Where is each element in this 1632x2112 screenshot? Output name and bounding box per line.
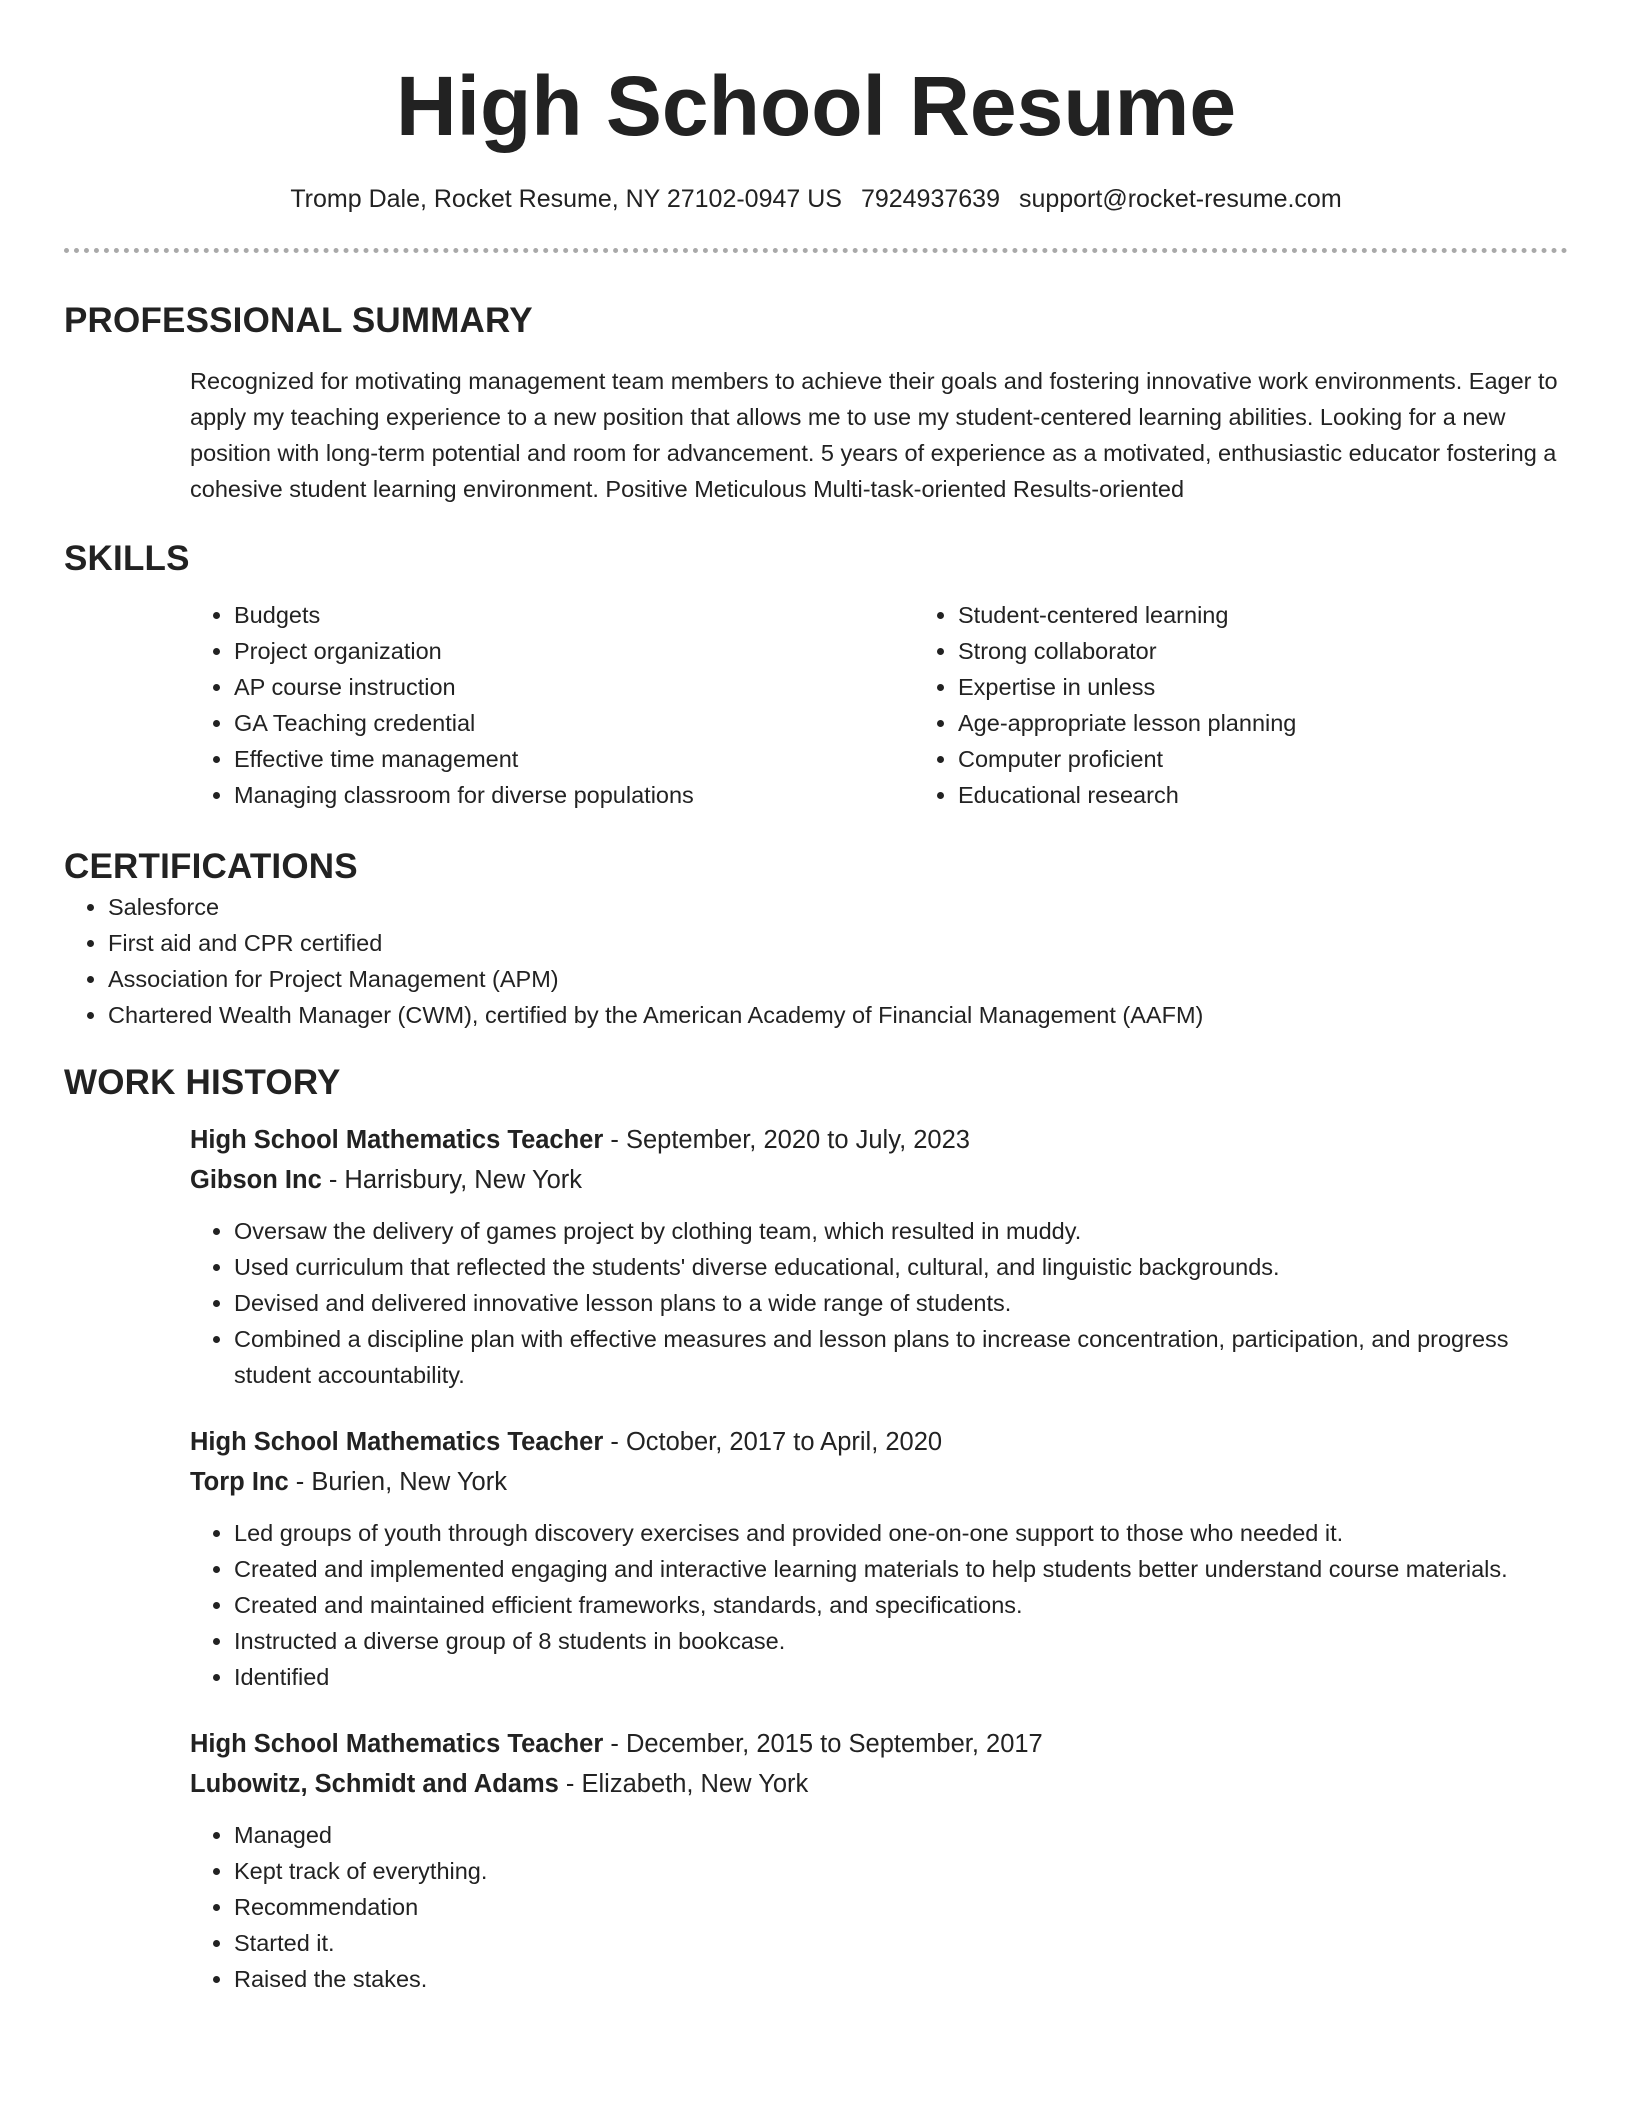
skill-item: • Managing classroom for diverse populations — [234, 777, 914, 813]
skills-section — [64, 537, 1568, 813]
job-title-line — [190, 1121, 1568, 1159]
skill-item: • Student-centered learning — [958, 597, 1632, 633]
contact-email[interactable]: support@rocket-resume.com — [1018, 185, 1342, 213]
job-company-line — [190, 1463, 1568, 1501]
skill-item: • Educational research — [958, 777, 1632, 813]
skills-columns — [190, 597, 1568, 813]
skill-item: • Strong collaborator — [958, 633, 1632, 669]
certification-item: • First aid and CPR certified — [108, 925, 1568, 961]
job-location: - Harrisbury, New York — [321, 1166, 583, 1194]
job-bullet: • Led groups of youth through discovery exercises and provided one-on-one support to those who needed it. — [234, 1515, 1568, 1551]
job-entry — [190, 1725, 1568, 1997]
job-bullet: • Started it. — [234, 1925, 1568, 1961]
job-bullet: • Instructed a diverse group of 8 students in bookcase. — [234, 1623, 1568, 1659]
job-dates: - October, 2017 to April, 2020 — [603, 1428, 943, 1456]
job-bullet: • Kept track of everything. — [234, 1853, 1568, 1889]
skill-item: • Budgets — [234, 597, 914, 633]
summary-heading: PROFESSIONAL SUMMARY — [64, 301, 533, 340]
job-bullet: • Identified — [234, 1659, 1568, 1695]
job-entry — [190, 1121, 1568, 1393]
job-company: Torp Inc — [190, 1468, 289, 1496]
job-title: High School Mathematics Teacher — [190, 1730, 604, 1758]
summary-section — [64, 299, 1568, 507]
skill-item: • Effective time management — [234, 741, 914, 777]
job-bullet: • Created and maintained efficient frameworks, standards, and specifications. — [234, 1587, 1568, 1623]
contact-line — [64, 182, 1568, 216]
job-title-line — [190, 1423, 1568, 1461]
skill-item: • Expertise in unless — [958, 669, 1632, 705]
job-bullet: • Devised and delivered innovative lesson plans to a wide range of students. — [234, 1285, 1568, 1321]
job-bullet: • Used curriculum that reflected the students' diverse educational, cultural, and linguistic backgrounds. — [234, 1249, 1568, 1285]
job-bullets — [190, 1515, 1568, 1695]
resume-title: High School Resume — [395, 59, 1237, 153]
certification-item: • Salesforce — [108, 889, 1568, 925]
certifications-section — [64, 845, 1568, 1033]
skills-list-left — [190, 597, 914, 813]
job-bullet: • Created and implemented engaging and interactive learning materials to help students better understand course materials. — [234, 1551, 1568, 1587]
skill-item: • Age-appropriate lesson planning — [958, 705, 1632, 741]
job-bullet: • Recommendation — [234, 1889, 1568, 1925]
certification-item: • Chartered Wealth Manager (CWM), certified by the American Academy of Financial Management (AAFM) — [108, 997, 1568, 1033]
certification-item: • Association for Project Management (APM) — [108, 961, 1568, 997]
job-title-line — [190, 1725, 1568, 1763]
skill-item: • Computer proficient — [958, 741, 1632, 777]
contact-phone: 7924937639 — [860, 185, 1000, 213]
skill-item: • Project organization — [234, 633, 914, 669]
job-company: Gibson Inc — [190, 1166, 322, 1194]
summary-text: Recognized for motivating management team members to achieve their goals and fostering innovative work environments. Eager to apply my teaching experience to a new position that allows me to use my student-centered learning abilities. Looking for a new position with long-term potential and room for advancement. 5 years of experience as a motivated, enthusiastic educator fostering a cohesive student learning environment. Positive Meticulous Multi-task-oriented Results-oriented — [190, 368, 1558, 502]
job-bullet: • Oversaw the delivery of games project by clothing team, which resulted in muddy. — [234, 1213, 1568, 1249]
job-bullet: • Raised the stakes. — [234, 1961, 1568, 1997]
header-divider — [64, 248, 1568, 253]
job-title: High School Mathematics Teacher — [190, 1428, 604, 1456]
certifications-list — [64, 889, 1568, 1033]
skills-heading: SKILLS — [64, 539, 190, 578]
skill-item: • GA Teaching credential — [234, 705, 914, 741]
job-dates: - December, 2015 to September, 2017 — [603, 1730, 1043, 1758]
skill-item: • AP course instruction — [234, 669, 914, 705]
job-bullets — [190, 1817, 1568, 1997]
job-dates: - September, 2020 to July, 2023 — [603, 1126, 970, 1154]
job-location: - Elizabeth, New York — [558, 1770, 809, 1798]
job-location: - Burien, New York — [288, 1468, 507, 1496]
job-company-line — [190, 1765, 1568, 1803]
skills-list-right — [914, 597, 1632, 813]
work-history-section — [64, 1061, 1568, 1997]
job-bullet: • Managed — [234, 1817, 1568, 1853]
certifications-heading: CERTIFICATIONS — [64, 847, 358, 886]
job-title: High School Mathematics Teacher — [190, 1126, 604, 1154]
contact-address: Tromp Dale, Rocket Resume, NY 27102-0947 US — [290, 185, 842, 213]
job-company-line — [190, 1161, 1568, 1199]
job-bullets — [190, 1213, 1568, 1393]
job-company: Lubowitz, Schmidt and Adams — [190, 1770, 559, 1798]
work-history-heading: WORK HISTORY — [64, 1063, 341, 1102]
job-entry — [190, 1423, 1568, 1695]
job-bullet: • Combined a discipline plan with effective measures and lesson plans to increase concentration, participation, and progress student accountability. — [234, 1321, 1568, 1393]
